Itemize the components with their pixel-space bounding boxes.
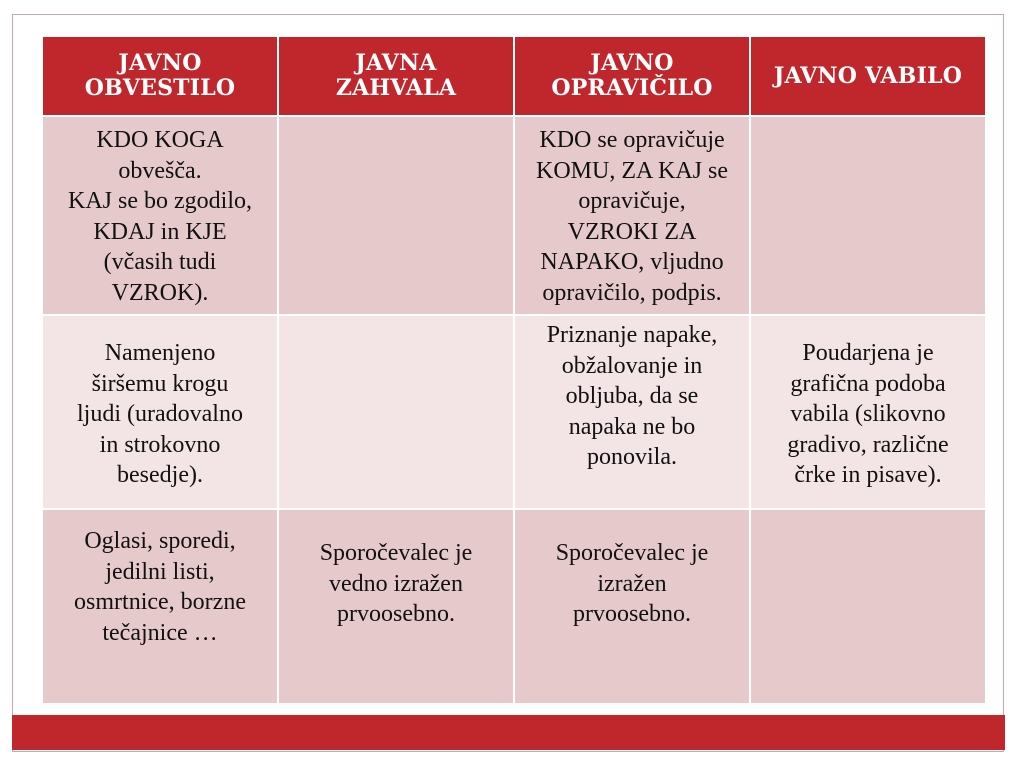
table-row: [42, 509, 986, 704]
header-javno-opravicilo: JAVNO OPRAVIČILO: [514, 36, 750, 116]
table-cell: [278, 116, 514, 315]
table-cell: Namenjeno širšemu krogu ljudi (uradovalno in strokovno besedje).: [42, 315, 278, 509]
table-row: [42, 315, 986, 509]
bottom-accent-band: [12, 715, 1005, 750]
table-cell: KDO KOGA obvešča. KAJ se bo zgodilo, KDAJ in KJE (včasih tudi VZROK).: [42, 116, 278, 315]
table-cell: Sporočevalec je vedno izražen prvoosebno.: [278, 509, 514, 704]
table-cell: Oglasi, sporedi, jedilni listi, osmrtnice, borzne tečajnice …: [42, 509, 278, 704]
table-cell: [750, 116, 986, 315]
table-cell: Sporočevalec je izražen prvoosebno.: [514, 509, 750, 704]
header-row: [42, 36, 986, 116]
header-javna-zahvala: JAVNA ZAHVALA: [278, 36, 514, 116]
table-cell: Priznanje napake, obžalovanje in obljuba, da se napaka ne bo ponovila.: [514, 315, 750, 509]
table-cell: [278, 315, 514, 509]
table-row: [42, 116, 986, 315]
table-cell: KDO se opravičuje KOMU, ZA KAJ se opravičuje, VZROKI ZA NAPAKO, vljudno opravičilo, podpis.: [514, 116, 750, 315]
header-javno-vabilo: JAVNO VABILO: [750, 36, 986, 116]
header-javno-obvestilo: JAVNO OBVESTILO: [42, 36, 278, 116]
table-cell: [750, 509, 986, 704]
comparison-table: [41, 35, 987, 705]
table-cell: Poudarjena je grafična podoba vabila (slikovno gradivo, različne črke in pisave).: [750, 315, 986, 509]
